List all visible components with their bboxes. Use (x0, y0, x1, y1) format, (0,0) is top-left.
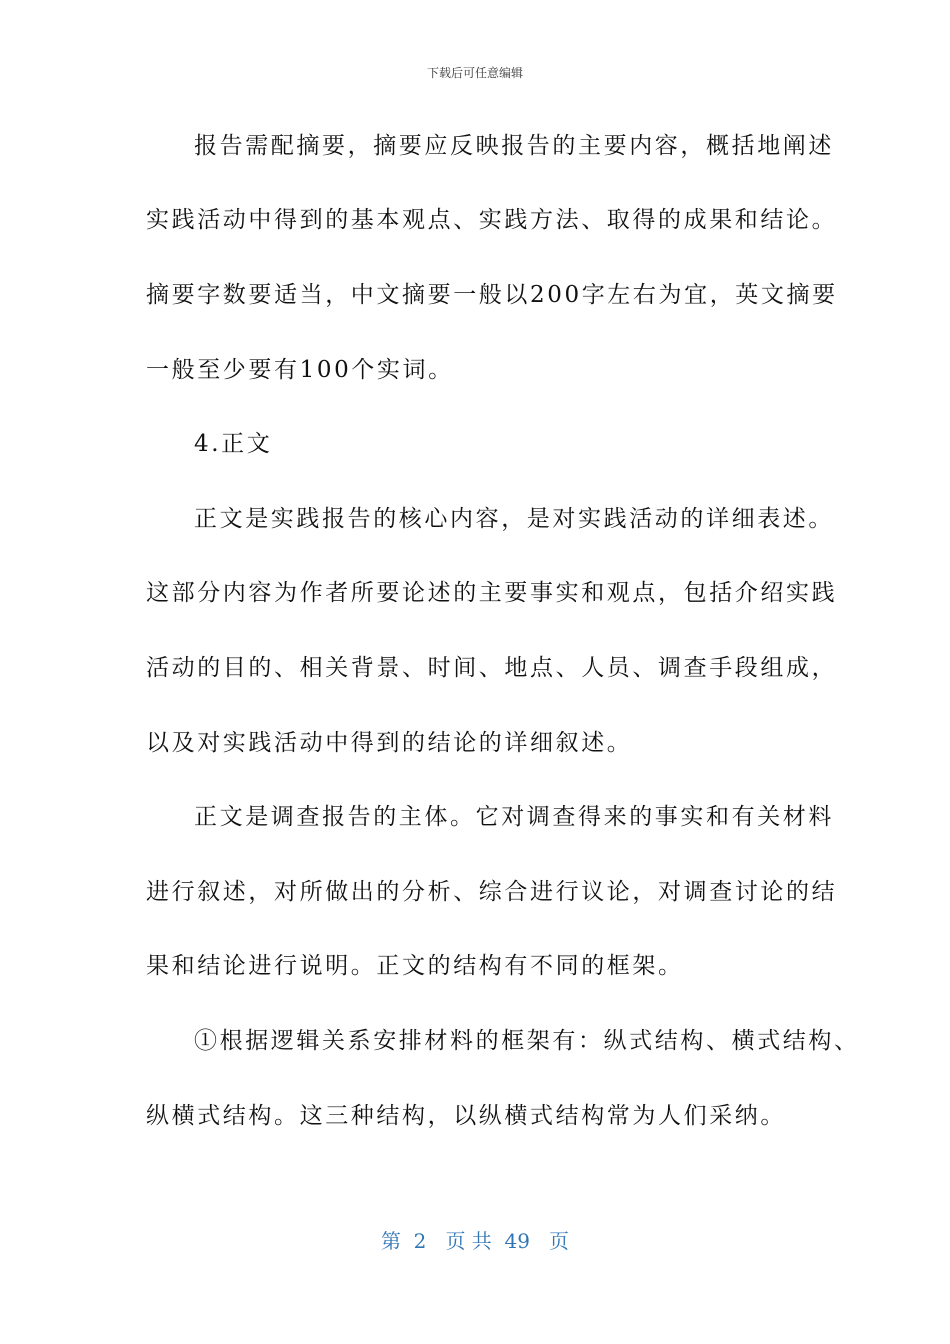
body-line: 正文是实践报告的核心内容，是对实践活动的详细表述。 (194, 506, 834, 532)
section-heading: 4.正文 (194, 431, 273, 457)
body-line: 果和结论进行说明。正文的结构有不同的框架。 (146, 953, 684, 979)
page-number-footer: 第 2 页 共 49 页 (380, 1229, 570, 1253)
body-line: 一般至少要有100个实词。 (146, 357, 454, 383)
body-line: 纵横式结构。这三种结构，以纵横式结构常为人们采纳。 (146, 1103, 786, 1129)
body-line: 进行叙述，对所做出的分析、综合进行议论，对调查讨论的结 (146, 879, 838, 905)
body-line: ①根据逻辑关系安排材料的框架有：纵式结构、横式结构、 (194, 1028, 860, 1054)
body-line: 正文是调查报告的主体。它对调查得来的事实和有关材料 (194, 804, 834, 830)
body-line: 这部分内容为作者所要论述的主要事实和观点，包括介绍实践 (146, 580, 838, 606)
page-header: 下载后可任意编辑 (426, 66, 523, 80)
body-line: 摘要字数要适当，中文摘要一般以200字左右为宜，英文摘要 (146, 282, 838, 308)
body-line: 报告需配摘要，摘要应反映报告的主要内容，概括地阐述 (194, 133, 834, 159)
body-line: 以及对实践活动中得到的结论的详细叙述。 (146, 730, 633, 756)
body-line: 活动的目的、相关背景、时间、地点、人员、调查手段组成， (146, 655, 838, 681)
body-line: 实践活动中得到的基本观点、实践方法、取得的成果和结论。 (146, 207, 838, 233)
